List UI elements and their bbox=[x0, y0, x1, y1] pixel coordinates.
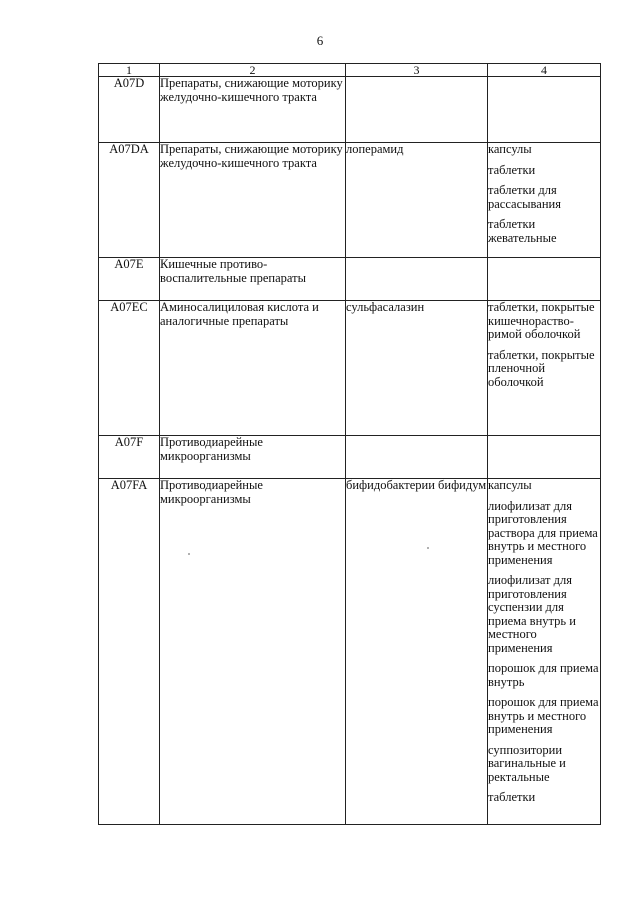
scan-speck bbox=[427, 547, 429, 549]
dosage-form-item: суппозитории вагинальные и ректальные bbox=[488, 742, 566, 784]
table-row bbox=[99, 77, 601, 143]
table-row bbox=[99, 479, 601, 825]
table-row bbox=[99, 301, 601, 436]
dosage-form-item: капсулы bbox=[488, 478, 532, 492]
dosage-form-item: таблетки жевательные bbox=[488, 217, 557, 245]
atc-code: A07DA bbox=[99, 143, 160, 258]
dosage-forms bbox=[488, 77, 601, 143]
anatomical-group-name: Противодиарейные микроорганизмы bbox=[160, 436, 346, 479]
dosage-form-item: таблетки для рассасывания bbox=[488, 183, 561, 211]
table-row bbox=[99, 258, 601, 301]
table-row bbox=[99, 436, 601, 479]
dosage-forms bbox=[488, 301, 601, 436]
column-header-3: 3 bbox=[346, 64, 488, 77]
header-row bbox=[99, 64, 601, 77]
anatomical-group-name: Аминосалициловая кислота и аналогичные препараты bbox=[160, 301, 346, 436]
column-header-1: 1 bbox=[99, 64, 160, 77]
table-row bbox=[99, 143, 601, 258]
dosage-forms bbox=[488, 258, 601, 301]
dosage-forms bbox=[488, 143, 601, 258]
anatomical-group-name: Кишечные противо-воспалительные препараты bbox=[160, 258, 346, 301]
anatomical-group-name: Противодиарейные микроорганизмы bbox=[160, 479, 346, 825]
drug-name: лоперамид bbox=[346, 143, 488, 258]
atc-code: A07D bbox=[99, 77, 160, 143]
drug-name bbox=[346, 436, 488, 479]
column-header-4: 4 bbox=[488, 64, 601, 77]
atc-code: A07F bbox=[99, 436, 160, 479]
column-header-2: 2 bbox=[160, 64, 346, 77]
dosage-forms bbox=[488, 436, 601, 479]
page-number: 6 bbox=[316, 33, 324, 48]
atc-code: A07EC bbox=[99, 301, 160, 436]
medication-table bbox=[98, 63, 601, 825]
anatomical-group-name: Препараты, снижающие моторику желудочно-кишечного тракта bbox=[160, 77, 346, 143]
dosage-form-item: таблетки bbox=[488, 790, 536, 804]
dosage-form-item: таблетки, покрытые пленочной оболочкой bbox=[488, 347, 595, 389]
atc-code: A07E bbox=[99, 258, 160, 301]
dosage-form-item: таблетки, покрытые кишечнораство-римой оболочкой bbox=[488, 300, 595, 341]
atc-code: A07FA bbox=[99, 479, 160, 825]
dosage-form-item: порошок для приема внутрь bbox=[488, 661, 599, 689]
anatomical-group-name: Препараты, снижающие моторику желудочно-кишечного тракта bbox=[160, 143, 346, 258]
drug-name bbox=[346, 258, 488, 301]
dosage-forms bbox=[488, 479, 601, 825]
drug-name: сульфасалазин bbox=[346, 301, 488, 436]
dosage-form-item: лиофилизат для приготовления суспензии для приема внутрь и местного применения bbox=[488, 573, 576, 655]
scan-speck bbox=[188, 553, 190, 555]
dosage-form-item: капсулы bbox=[488, 142, 532, 156]
dosage-form-item: таблетки bbox=[488, 162, 536, 177]
drug-name: бифидобактерии бифидум bbox=[346, 479, 488, 825]
dosage-form-item: лиофилизат для приготовления раствора для приема внутрь и местного применения bbox=[488, 498, 598, 567]
dosage-form-item: порошок для приема внутрь и местного применения bbox=[488, 695, 599, 736]
drug-name bbox=[346, 77, 488, 143]
